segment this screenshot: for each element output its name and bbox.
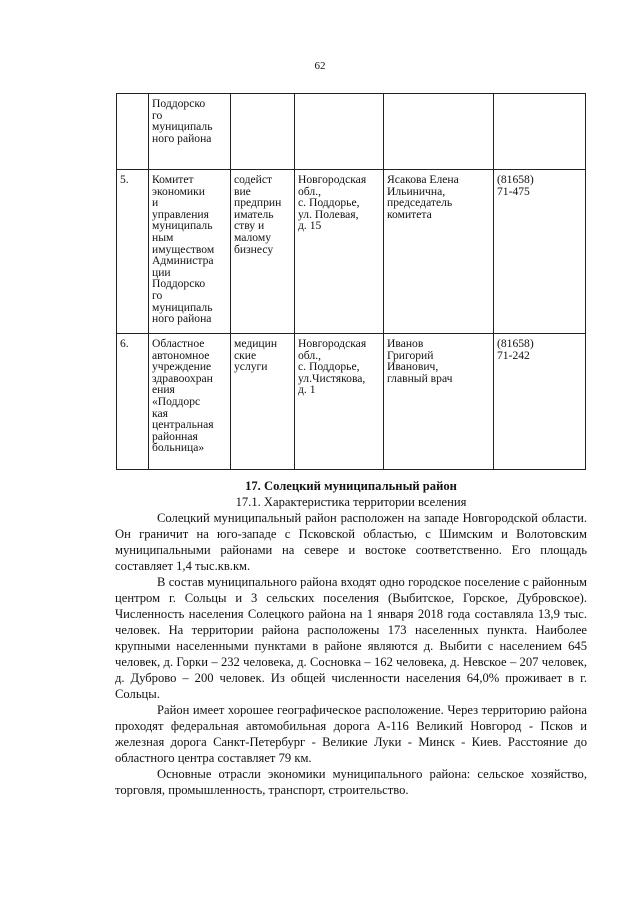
- section-body: [115, 478, 587, 798]
- organization-name: Областное автономное учреждение здравоохран ения «Поддорс кая центральная районная больница»: [149, 334, 231, 470]
- address: [295, 94, 384, 170]
- contact-person: [384, 94, 494, 170]
- service-type: [231, 94, 295, 170]
- table-row: [117, 170, 586, 334]
- phone: (81658) 71-475: [494, 170, 586, 334]
- organization-name: Поддорско го муниципаль ного района: [149, 94, 231, 170]
- address: Новгородская обл., с. Поддорье, ул.Чистякова, д. 1: [295, 334, 384, 470]
- service-type: медицин ские услуги: [231, 334, 295, 470]
- row-number: 5.: [117, 170, 149, 334]
- organization-name: Комитет экономики и управления муниципаль ным имуществом Администра ции Поддорско го муниципаль ного района: [149, 170, 231, 334]
- paragraph-location: Солецкий муниципальный район расположен на западе Новгородской области. Он граничит на юго-западе с Псковской областью, с Шимским и Волотовским муниципальными районами на севере и востоке соответственно. Его площадь составляет 1,4 тыс.кв.км.: [115, 511, 587, 573]
- page-number: 62: [314, 60, 326, 72]
- table-row: [117, 94, 586, 170]
- section-title: 17. Солецкий муниципальный район: [245, 479, 457, 493]
- paragraph-transport: Район имеет хорошее географическое расположение. Через территорию района проходят федеральная автомобильная дорога А-116 Великий Новгород - Псков и железная дорога Санкт-Петербург - Великие Луки - Минск - Киев. Расстояние до областного центра составляет 79 км.: [115, 703, 587, 765]
- phone: [494, 94, 586, 170]
- subsection-title: 17.1. Характеристика территории вселения: [235, 495, 467, 509]
- paragraph-economy: Основные отрасли экономики муниципального района: сельское хозяйство, торговля, промышленность, транспорт, строительство.: [115, 767, 587, 797]
- service-type: содейст вие предприн иматель ству и малому бизнесу: [231, 170, 295, 334]
- contact-person: Иванов Григорий Иванович, главный врач: [384, 334, 494, 470]
- contact-person: Ясакова Елена Ильинична, председатель комитета: [384, 170, 494, 334]
- organizations-table: [116, 93, 586, 470]
- row-number: 6.: [117, 334, 149, 470]
- table-row: [117, 334, 586, 470]
- phone: (81658) 71-242: [494, 334, 586, 470]
- paragraph-population: В состав муниципального района входят одно городское поселение с районным центром г. Сольцы и 3 сельских поселения (Выбитское, Горское, Дубровское). Численность населения Солецкого района на 1 января 2018 года составляла 13,9 тыс. человек. На территории района расположены 173 населенных пункта. Наиболее крупными населенными пунктами в районе являются д. Выбити с населением 645 человек, д. Горки – 232 человека, д. Сосновка – 162 человека, д. Невское – 207 человек, д. Дуброво – 200 человек. Из общей численности населения 64,0% проживает в г. Сольцы.: [115, 575, 587, 701]
- row-number: [117, 94, 149, 170]
- address: Новгородская обл., с. Поддорье, ул. Полевая, д. 15: [295, 170, 384, 334]
